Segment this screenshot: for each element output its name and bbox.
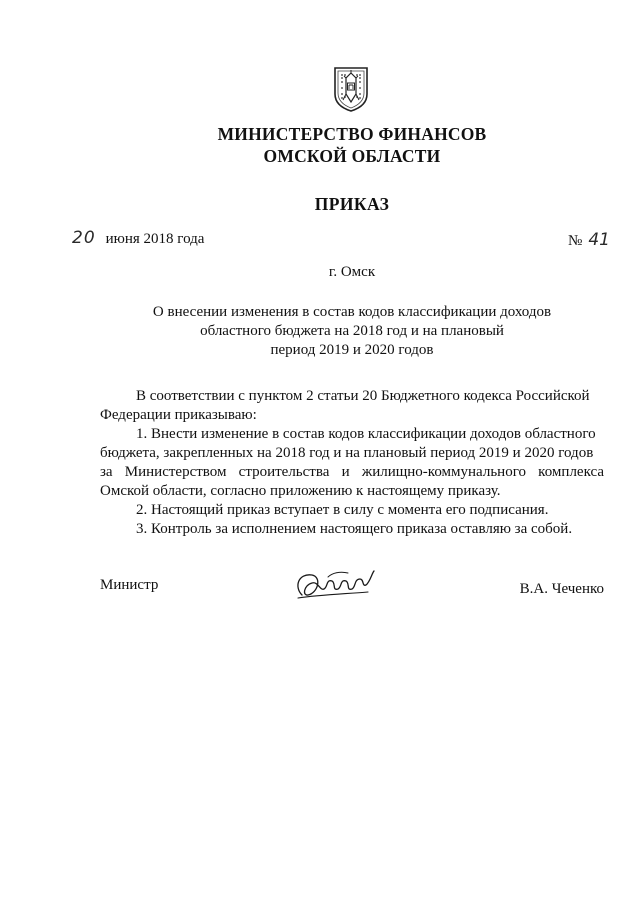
number-label: № (568, 233, 583, 249)
omsk-coat-of-arms-icon (331, 64, 371, 114)
preamble-line: Федерации приказываю: (100, 407, 257, 423)
date-month-year: июня 2018 года (105, 231, 205, 247)
document-date (72, 228, 204, 248)
document-city: г. Омск (328, 264, 376, 280)
handwritten-signature-icon (288, 565, 380, 607)
signer-name: В.А. Чеченко (519, 581, 604, 597)
document-subject (100, 303, 604, 360)
item-1-line: 1. Внести изменение в состав кодов классификации доходов областного (136, 426, 596, 442)
signer-title: Министр (100, 577, 159, 593)
document-number (568, 230, 610, 250)
item-1-line: Омской области, согласно приложению к настоящему приказу. (100, 483, 501, 499)
subject-line: период 2019 и 2020 годов (270, 342, 434, 358)
item-2: 2. Настоящий приказ вступает в силу с момента его подписания. (136, 502, 549, 518)
document-type-title: ПРИКАЗ (314, 194, 390, 214)
item-3: 3. Контроль за исполнением настоящего приказа оставляю за собой. (136, 521, 573, 537)
subject-line: областного бюджета на 2018 год и на плановый (200, 323, 504, 339)
item-1-line: бюджета, закрепленных на 2018 год и на плановый период 2019 и 2020 годов (100, 445, 594, 461)
item-1-line: за Министерством строительства и жилищно-коммунального комплекса (100, 464, 604, 480)
ministry-name-line2: ОМСКОЙ ОБЛАСТИ (263, 146, 441, 166)
document-body (100, 387, 604, 539)
subject-line: О внесении изменения в состав кодов классификации доходов (152, 304, 552, 320)
date-day-handwritten: 20 (72, 228, 96, 248)
preamble-line: В соответствии с пунктом 2 статьи 20 Бюджетного кодекса Российской (136, 388, 590, 404)
ministry-name-line1: МИНИСТЕРСТВО ФИНАНСОВ (217, 124, 487, 144)
number-value-handwritten: 41 (588, 230, 610, 250)
